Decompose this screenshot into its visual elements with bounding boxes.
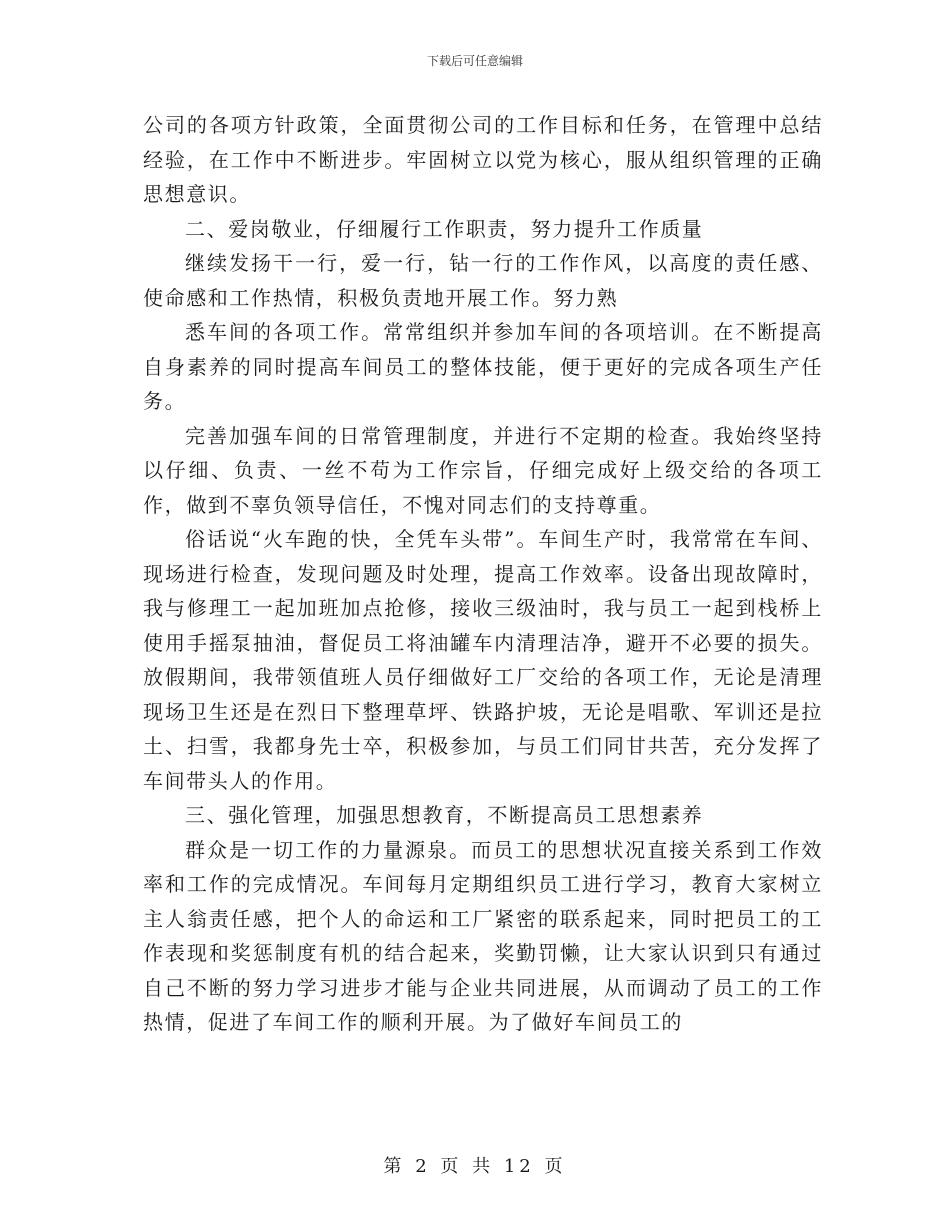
paragraph: 俗话说“火车跑的快，全凭车头带”。车间生产时，我常常在车间、现场进行检查，发现问题及时处理，提高工作效率。设备出现故障时，我与修理工一起加班加点抢修，接收三级油时，我与员工一起到栈桥上使用手摇泵抽油，督促员工将油罐车内清理洁净，避开不必要的损失。放假期间，我带领值班人员仔细做好工厂交给的各项工作，无论是清理现场卫生还是在烈日下整理草坪、铁路护坡，无论是唱歌、军训还是拉土、扫雪，我都身先士卒，积极参加，与员工们同甘共苦，充分发挥了车间带头人的作用。: [143, 527, 823, 793]
paragraph: 群众是一切工作的力量源泉。而员工的思想状况直接关系到工作效率和工作的完成情况。车间每月定期组织员工进行学习，教育大家树立主人翁责任感，把个人的命运和工厂紧密的联系起来，同时把员工的工作表现和奖惩制度有机的结合起来，奖勤罚懒，让大家认识到只有通过自己不断的努力学习进步才能与企业共同进展，从而调动了员工的工作热情，促进了车间工作的顺利开展。为了做好车间员工的: [143, 837, 823, 1034]
page-header-note: 下载后可任意编辑: [426, 54, 523, 68]
paragraph: 完善加强车间的日常管理制度，并进行不定期的检查。我始终坚持以仔细、负责、一丝不苟为工作宗旨，仔细完成好上级交给的各项工作，做到不辜负领导信任，不愧对同志们的支持尊重。: [143, 423, 823, 517]
document-body: [143, 108, 823, 1040]
paragraph-continuation: 公司的各项方针政策，全面贯彻公司的工作目标和任务，在管理中总结经验，在工作中不断进步。牢固树立以党为核心，服从组织管理的正确思想意识。: [143, 113, 823, 206]
paragraph: 继续发扬干一行，爱一行，钻一行的工作作风，以高度的责任感、使命感和工作热情，积极负责地开展工作。努力熟: [143, 251, 823, 310]
section-heading-2: 二、爱岗敬业，仔细履行工作职责，努力提升工作质量: [185, 216, 704, 241]
section-heading-3: 三、强化管理，加强思想教育，不断提高员工思想素养: [185, 803, 704, 827]
paragraph: 悉车间的各项工作。常常组织并参加车间的各项培训。在不断提高自身素养的同时提高车间员工的整体技能，便于更好的完成各项生产任务。: [143, 320, 823, 413]
page-number: 第 2 页 共 12 页: [383, 1156, 567, 1177]
